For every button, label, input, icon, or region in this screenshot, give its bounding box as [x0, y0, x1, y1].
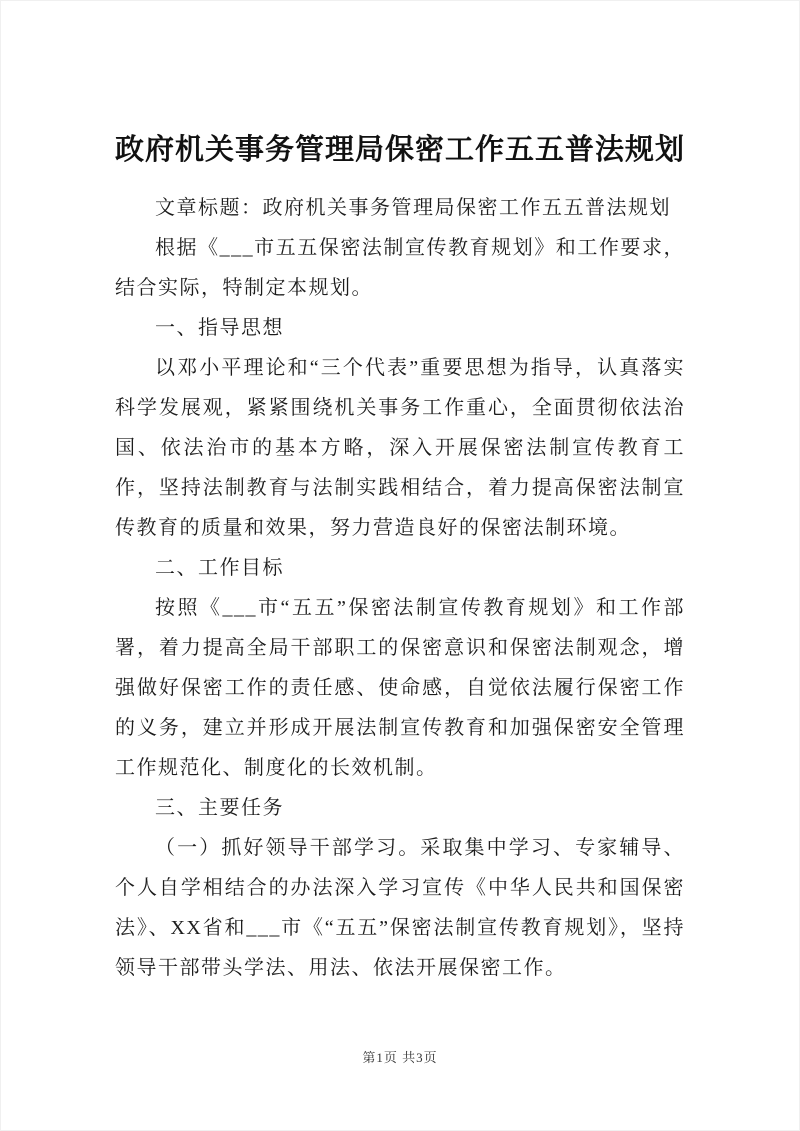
document-title: 政府机关事务管理局保密工作五五普法规划 [115, 134, 686, 166]
document-body [115, 188, 685, 988]
paragraph-main-tasks: （一）抓好领导干部学习。采取集中学习、专家辅导、个人自学相结合的办法深入学习宣传《中华人民共和国保密法》、XX省和___市《“五五”保密法制宣传教育规划》，坚持领导干部带头学法、用法、依法开展保密工作。 [115, 837, 685, 980]
section-heading-3: 三、主要任务 [155, 797, 284, 820]
section-heading-1: 一、指导思想 [155, 317, 284, 340]
page-indicator: 第1页 共3页 [362, 1050, 438, 1065]
page-footer [1, 1047, 799, 1066]
paragraph-work-goals: 按照《___市“五五”保密法制宣传教育规划》和工作部署，着力提高全局干部职工的保密意识和保密法制观念，增强做好保密工作的责任感、使命感，自觉依法履行保密工作的义务，建立并形成开展法制宣传教育和加强保密安全管理工作规范化、制度化的长效机制。 [115, 597, 685, 780]
paragraph-article-title-line: 文章标题：政府机关事务管理局保密工作五五普法规划 [155, 197, 671, 220]
paragraph-guiding-ideology: 以邓小平理论和“三个代表”重要思想为指导，认真落实科学发展观，紧紧围绕机关事务工作重心，全面贯彻依法治国、依法治市的基本方略，深入开展保密法制宣传教育工作，坚持法制教育与法制实践相结合，着力提高保密法制宣传教育的质量和效果，努力营造良好的保密法制环境。 [115, 357, 685, 540]
paragraph-intro: 根据《___市五五保密法制宣传教育规划》和工作要求，结合实际，特制定本规划。 [115, 237, 685, 300]
section-heading-2: 二、工作目标 [155, 557, 284, 580]
